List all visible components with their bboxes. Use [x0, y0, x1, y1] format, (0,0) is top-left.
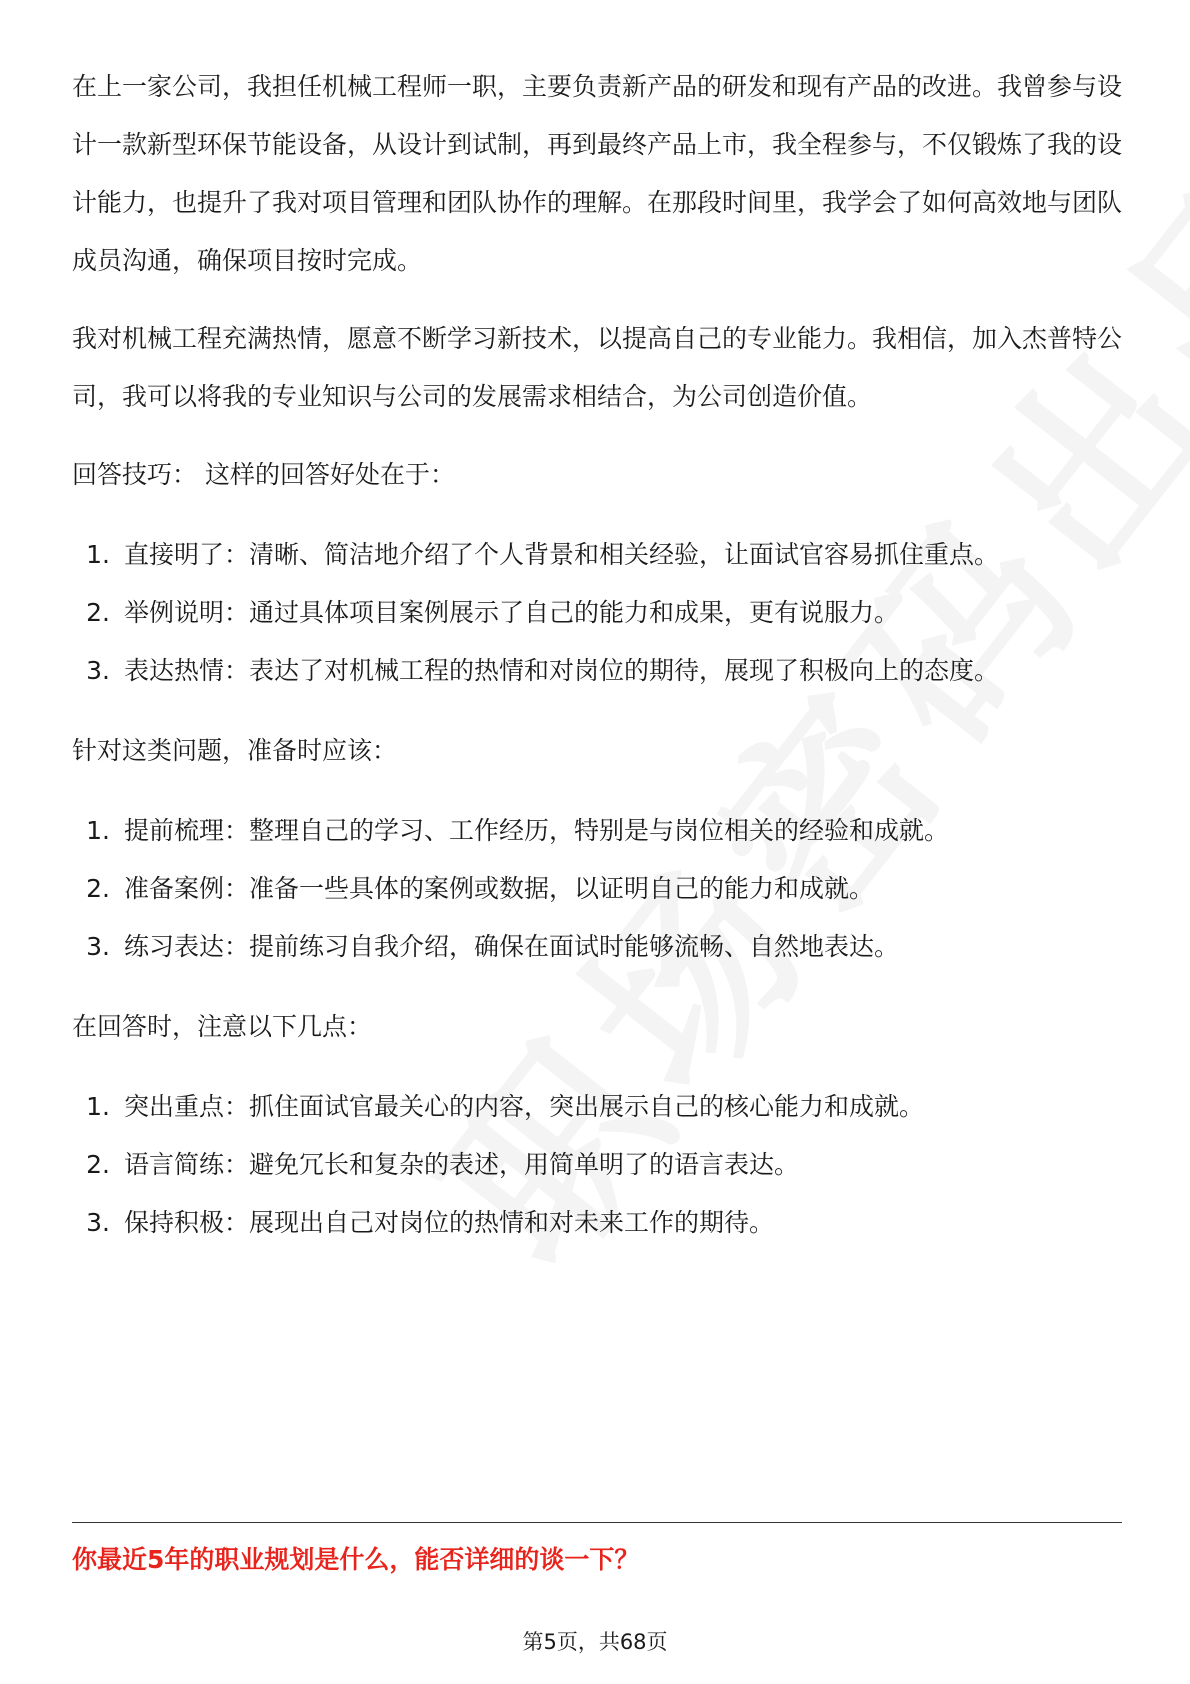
list-item [72, 642, 1122, 700]
list-text: 提前梳理：整理自己的学习、工作经历，特别是与岗位相关的经验和成就。 [124, 816, 950, 845]
list-item [72, 1136, 1122, 1194]
list-number: 3. [86, 932, 110, 961]
list-number: 3. [86, 1208, 110, 1237]
list-number: 3. [86, 656, 110, 685]
paragraph: 在上一家公司，我担任机械工程师一职，主要负责新产品的研发和现有产品的改进。我曾参与设计一款新型环保节能设备，从设计到试制，再到最终产品上市，我全程参与，不仅锻炼了我的设计能力，也提升了我对项目管理和团队协作的理解。在那段时间里，我学会了如何高效地与团队成员沟通，确保项目按时完成。 [72, 72, 1123, 275]
tips-intro: 回答技巧： 这样的回答好处在于： [72, 460, 455, 489]
list-item [72, 584, 1122, 642]
list-text: 语言简练：避免冗长和复杂的表述，用简单明了的语言表达。 [124, 1150, 800, 1179]
list-text: 练习表达：提前练习自我介绍，确保在面试时能够流畅、自然地表达。 [124, 932, 900, 961]
section-divider [72, 1522, 1122, 1523]
list-item [72, 526, 1122, 584]
list-item [72, 860, 1122, 918]
list-number: 1. [86, 816, 110, 845]
document-body [72, 58, 1122, 1274]
notes-intro: 在回答时，注意以下几点： [72, 1012, 373, 1041]
list-number: 2. [86, 1150, 110, 1179]
notes-list [72, 1078, 1122, 1252]
prep-intro: 针对这类问题，准备时应该： [72, 736, 398, 765]
page-footer: 第5页，共68页 [522, 1630, 668, 1654]
list-item [72, 1078, 1122, 1136]
list-text: 表达热情：表达了对机械工程的热情和对岗位的期待，展现了积极向上的态度。 [124, 656, 1000, 685]
list-item [72, 1194, 1122, 1252]
list-number: 1. [86, 540, 110, 569]
list-text: 举例说明：通过具体项目案例展示了自己的能力和成果，更有说服力。 [124, 598, 900, 627]
list-text: 保持积极：展现出自己对岗位的热情和对未来工作的期待。 [124, 1208, 775, 1237]
list-text: 突出重点：抓住面试官最关心的内容，突出展示自己的核心能力和成就。 [124, 1092, 925, 1121]
paragraph: 我对机械工程充满热情，愿意不断学习新技术，以提高自己的专业能力。我相信，加入杰普特公司，我可以将我的专业知识与公司的发展需求相结合，为公司创造价值。 [72, 324, 1123, 411]
list-number: 2. [86, 874, 110, 903]
prep-list [72, 802, 1122, 976]
list-text: 准备案例：准备一些具体的案例或数据，以证明自己的能力和成就。 [124, 874, 875, 903]
list-number: 2. [86, 598, 110, 627]
tips-list [72, 526, 1122, 700]
list-number: 1. [86, 1092, 110, 1121]
next-question-heading: 你最近5年的职业规划是什么，能否详细的谈一下？ [72, 1545, 640, 1574]
list-item [72, 918, 1122, 976]
list-text: 直接明了：清晰、简洁地介绍了个人背景和相关经验，让面试官容易抓住重点。 [124, 540, 1000, 569]
list-item [72, 802, 1122, 860]
